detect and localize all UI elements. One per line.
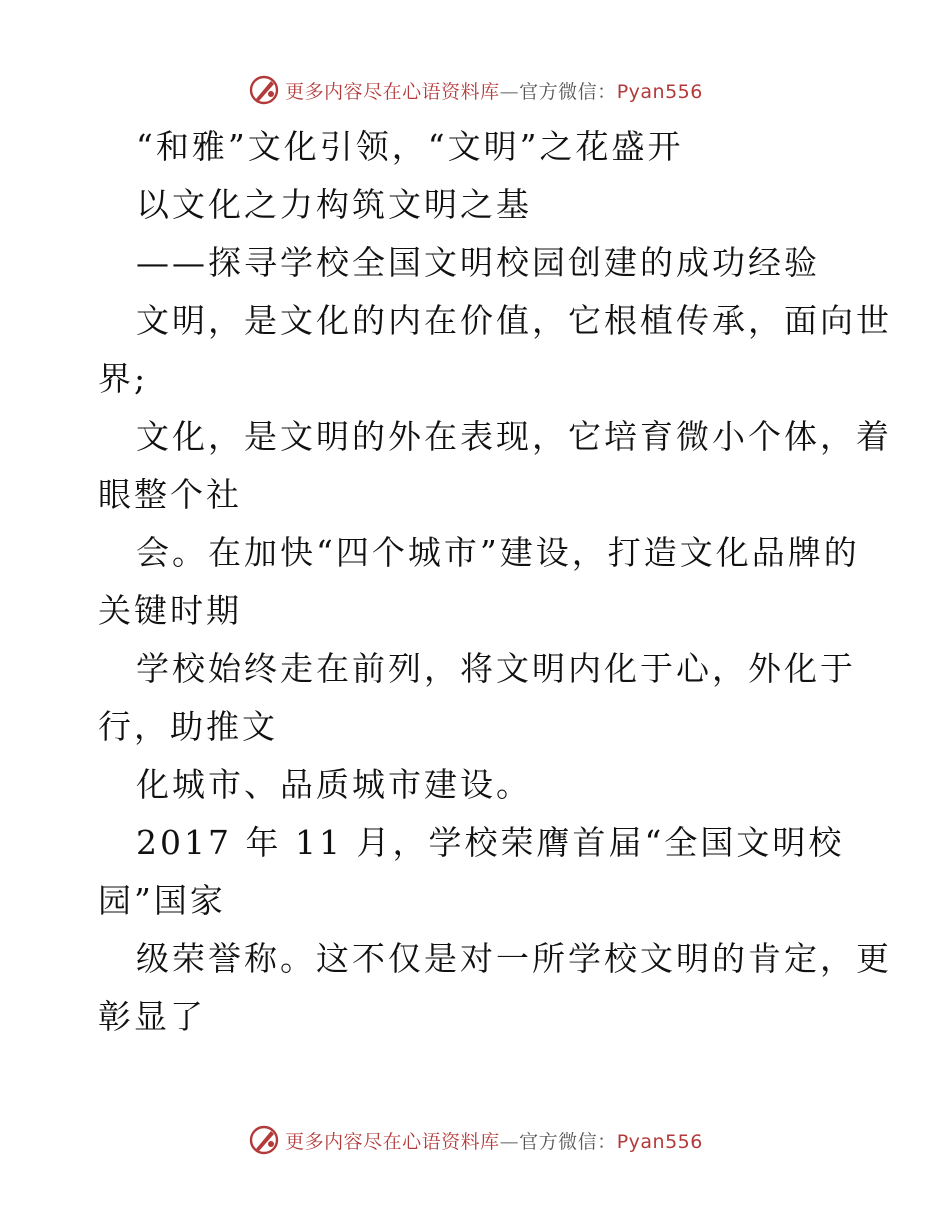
text-line: ——探寻学校全国文明校园创建的成功经验 bbox=[136, 243, 820, 282]
footer-banner bbox=[0, 1120, 950, 1160]
text-line: “和雅”文化引领，“文明”之花盛开 bbox=[136, 127, 684, 166]
text-line: 文明，是文化的内在价值，它根植传承，面向世 bbox=[136, 301, 892, 340]
document-body bbox=[98, 118, 892, 1046]
banner-text bbox=[285, 1127, 703, 1154]
banner-site-text: 更多内容尽在心语资料库 bbox=[285, 80, 500, 103]
text-line: 会。在加快“四个城市”建设，打造文化品牌的 bbox=[136, 533, 860, 572]
header-banner bbox=[0, 70, 950, 110]
text-line: 界; bbox=[98, 359, 149, 398]
pen-logo-icon bbox=[247, 1123, 281, 1157]
banner-dash: — bbox=[499, 1130, 520, 1153]
banner-wechat-id: Pyan556 bbox=[616, 1130, 703, 1153]
text-line: 文化，是文明的外在表现，它培育微小个体，着 bbox=[136, 417, 892, 456]
text-line: 学校始终走在前列，将文明内化于心，外化于 bbox=[136, 649, 856, 688]
banner-wechat-label: 官方微信： bbox=[519, 1130, 617, 1153]
banner-site-text: 更多内容尽在心语资料库 bbox=[285, 1130, 500, 1153]
text-line: 彰显了 bbox=[98, 997, 206, 1036]
text-line: 行，助推文 bbox=[98, 707, 278, 746]
pen-logo-icon bbox=[247, 73, 281, 107]
text-line: 化城市、品质城市建设。 bbox=[136, 765, 532, 804]
text-line: 园”国家 bbox=[98, 881, 226, 920]
banner-wechat-label: 官方微信： bbox=[519, 80, 617, 103]
text-line: 眼整个社 bbox=[98, 475, 242, 514]
text-line: 2017 年 11 月，学校荣膺首届“全国文明校 bbox=[136, 823, 845, 862]
text-line: 关键时期 bbox=[98, 591, 242, 630]
banner-dash: — bbox=[499, 80, 520, 103]
banner-wechat-id: Pyan556 bbox=[616, 80, 703, 103]
banner-text bbox=[285, 77, 703, 104]
text-line: 以文化之力构筑文明之基 bbox=[136, 185, 532, 224]
text-line: 级荣誉称。这不仅是对一所学校文明的肯定，更 bbox=[136, 939, 892, 978]
